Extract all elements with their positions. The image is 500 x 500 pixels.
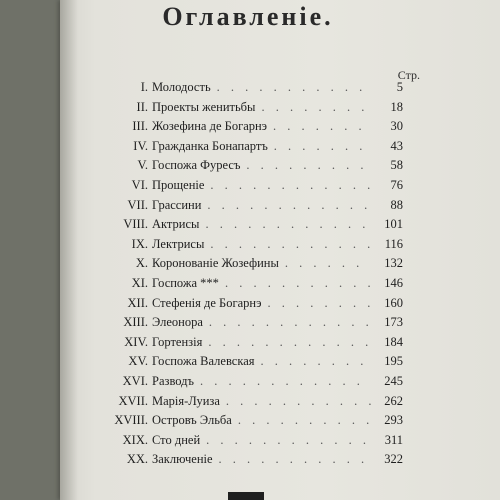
dot-leader bbox=[225, 276, 371, 291]
chapter-number: XVIII. bbox=[114, 413, 148, 428]
chapter-title: Гортензія bbox=[152, 334, 203, 349]
chapter-number: XII. bbox=[127, 295, 148, 310]
chapter-number: XI. bbox=[131, 275, 148, 290]
dot-leader bbox=[200, 374, 371, 389]
chapter-title: Заключеніе bbox=[152, 452, 213, 467]
toc-row bbox=[98, 80, 403, 100]
chapter-number: XV. bbox=[128, 354, 148, 369]
dot-leader bbox=[208, 335, 371, 350]
toc-row bbox=[98, 158, 403, 178]
page-number: 195 bbox=[384, 354, 403, 369]
page-number: 146 bbox=[384, 275, 403, 290]
chapter-number: VIII. bbox=[123, 217, 148, 232]
chapter-title: Островъ Эльба bbox=[152, 413, 232, 428]
toc-row bbox=[98, 217, 403, 237]
page-title: Оглавленіе. bbox=[162, 2, 334, 31]
toc-row bbox=[98, 256, 403, 276]
chapter-title: Элеонора bbox=[152, 315, 203, 330]
page-number: 184 bbox=[384, 334, 403, 349]
chapter-number: XX. bbox=[126, 452, 148, 467]
dot-leader bbox=[246, 158, 371, 173]
toc-row bbox=[98, 296, 403, 316]
dot-leader bbox=[261, 100, 371, 115]
chapter-number: IV. bbox=[133, 138, 148, 153]
dot-leader bbox=[209, 315, 371, 330]
chapter-number: XVI. bbox=[122, 373, 148, 388]
toc-row bbox=[98, 237, 403, 257]
page-number: 76 bbox=[390, 177, 403, 192]
toc-row bbox=[98, 394, 403, 414]
page-number: 116 bbox=[384, 236, 403, 251]
dot-leader bbox=[273, 119, 371, 134]
page-number: 245 bbox=[384, 373, 403, 388]
dot-leader bbox=[207, 198, 371, 213]
dot-leader bbox=[285, 256, 371, 271]
chapter-title: Госпожа Валевская bbox=[152, 354, 255, 369]
chapter-title: Госпожа *** bbox=[152, 275, 219, 290]
page-number: 293 bbox=[384, 413, 403, 428]
chapter-title: Марія-Луиза bbox=[152, 393, 220, 408]
toc-row bbox=[98, 452, 403, 472]
chapter-title: Коронованіе Жозефины bbox=[152, 256, 279, 271]
toc-row bbox=[98, 315, 403, 335]
chapter-number: XVII. bbox=[118, 393, 148, 408]
toc-row bbox=[98, 413, 403, 433]
chapter-title: Актрисы bbox=[152, 217, 200, 232]
page-number: 173 bbox=[384, 315, 403, 330]
toc-row bbox=[98, 374, 403, 394]
toc-row bbox=[98, 100, 403, 120]
chapter-title: Лектрисы bbox=[152, 236, 205, 251]
chapter-number: XIV. bbox=[124, 334, 148, 349]
dot-leader bbox=[274, 139, 371, 154]
table-of-contents bbox=[98, 80, 403, 472]
chapter-number: VII. bbox=[127, 197, 148, 212]
page-number: 5 bbox=[396, 80, 403, 94]
chapter-number: XIII. bbox=[123, 315, 148, 330]
page-number: 30 bbox=[390, 119, 403, 134]
toc-row bbox=[98, 276, 403, 296]
chapter-title: Жозефина де Богарнэ bbox=[152, 119, 268, 134]
toc-row bbox=[98, 198, 403, 218]
page-number: 58 bbox=[390, 158, 403, 173]
chapter-title: Проекты женитьбы bbox=[152, 99, 256, 114]
chapter-title: Госпожа Фуресъ bbox=[152, 158, 241, 173]
chapter-number: IX. bbox=[131, 236, 148, 251]
dot-leader bbox=[210, 178, 371, 193]
page-number: 132 bbox=[384, 256, 403, 271]
dot-leader bbox=[217, 80, 371, 95]
dot-leader bbox=[210, 237, 371, 252]
toc-row bbox=[98, 354, 403, 374]
binding-mark bbox=[228, 492, 264, 500]
chapter-title: Сто дней bbox=[152, 432, 201, 447]
dot-leader bbox=[238, 413, 371, 428]
chapter-title: Грассини bbox=[152, 197, 202, 212]
chapter-number: X. bbox=[135, 256, 148, 271]
page-column-header: Стр. bbox=[397, 68, 420, 82]
dot-leader bbox=[226, 394, 371, 409]
chapter-number: III. bbox=[132, 119, 148, 134]
chapter-number: I. bbox=[140, 80, 148, 94]
page-number: 101 bbox=[384, 217, 403, 232]
chapter-number: V. bbox=[137, 158, 148, 173]
toc-row bbox=[98, 139, 403, 159]
toc-row bbox=[98, 178, 403, 198]
chapter-number: VI. bbox=[131, 177, 148, 192]
chapter-title: Молодость bbox=[152, 80, 211, 94]
page-number: 88 bbox=[390, 197, 403, 212]
page-number: 18 bbox=[390, 99, 403, 114]
dot-leader bbox=[261, 354, 371, 369]
chapter-title: Прощеніе bbox=[152, 177, 205, 192]
toc-row bbox=[98, 335, 403, 355]
page-number: 160 bbox=[384, 295, 403, 310]
chapter-number: II. bbox=[136, 99, 148, 114]
dot-leader bbox=[206, 433, 371, 448]
chapter-title: Гражданка Бонапартъ bbox=[152, 138, 268, 153]
dot-leader bbox=[219, 452, 371, 467]
page-number: 322 bbox=[384, 452, 403, 467]
page-number: 43 bbox=[390, 138, 403, 153]
toc-row bbox=[98, 119, 403, 139]
chapter-number: XIX. bbox=[122, 432, 148, 447]
page-number: 262 bbox=[384, 393, 403, 408]
toc-row bbox=[98, 433, 403, 453]
page-number: 311 bbox=[384, 432, 403, 447]
dot-leader bbox=[205, 217, 371, 232]
chapter-title: Стефенія де Богарнэ bbox=[152, 295, 262, 310]
dot-leader bbox=[267, 296, 371, 311]
chapter-title: Разводъ bbox=[152, 373, 194, 388]
